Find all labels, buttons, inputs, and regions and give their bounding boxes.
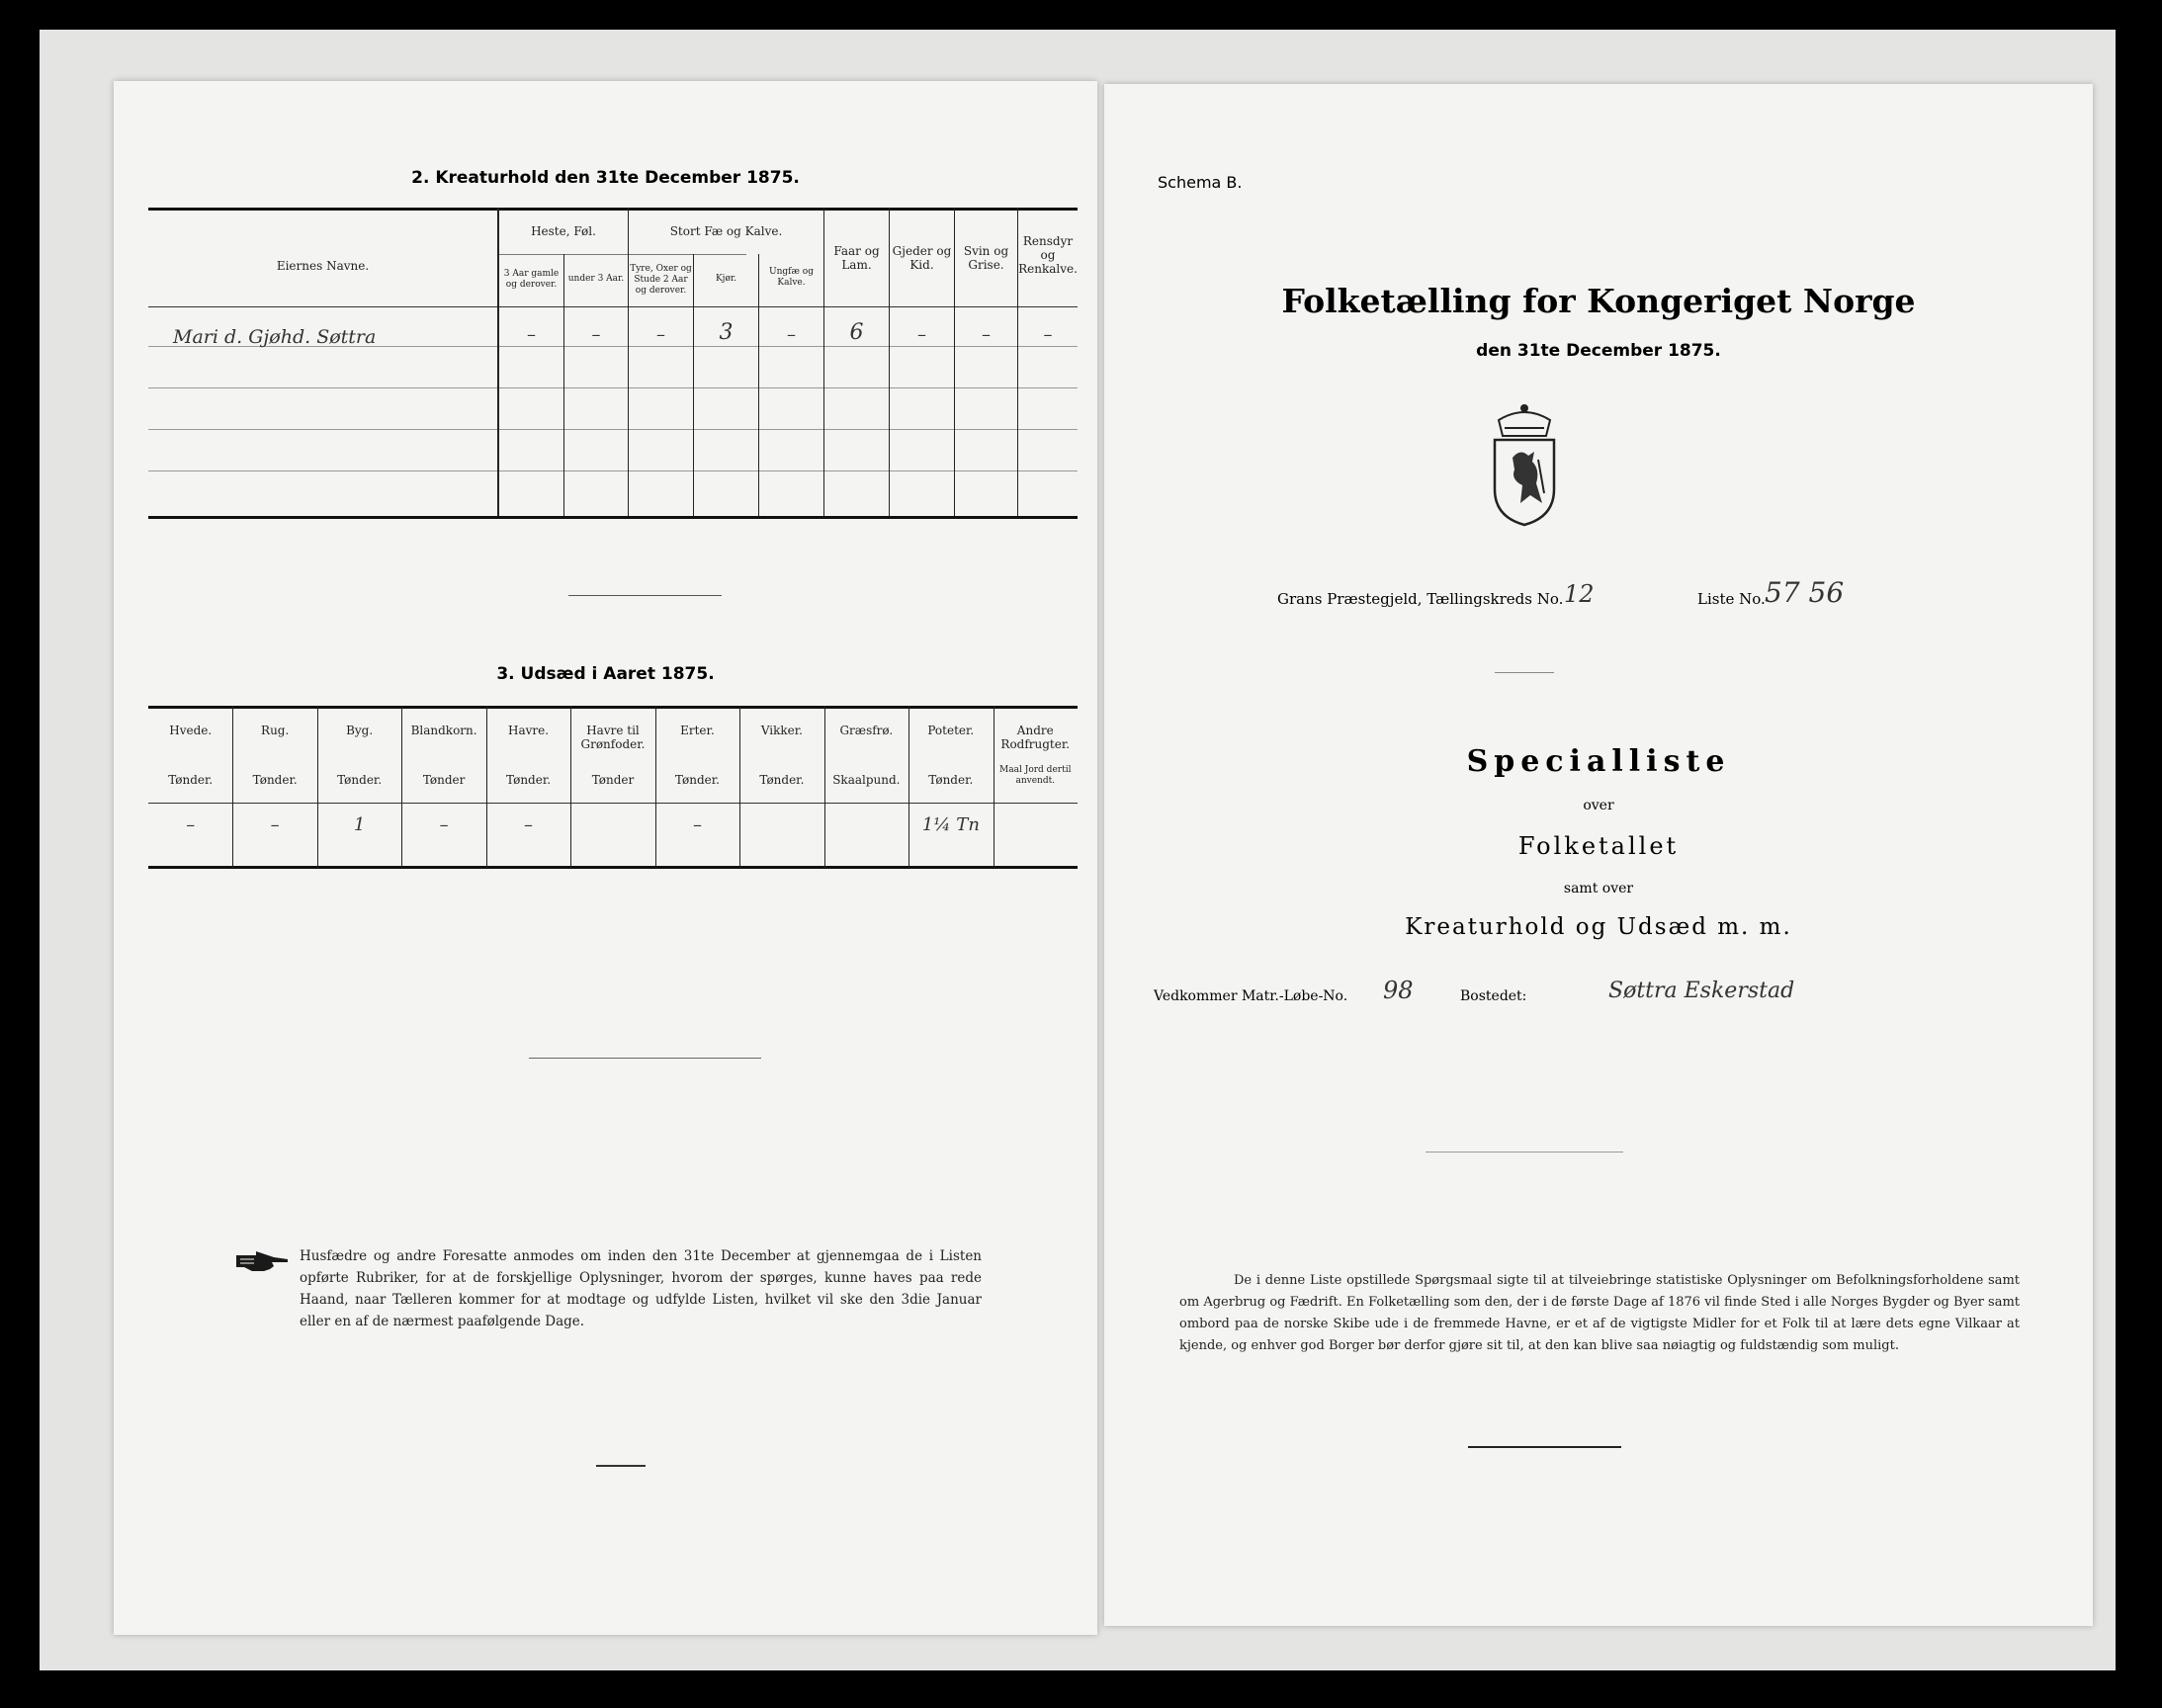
seed-unit-7: Tønder. (759, 773, 805, 787)
header-cattle-young: Ungfæ og Kalve. (769, 267, 814, 288)
header-horses: Heste, Føl. (531, 224, 596, 238)
main-subtitle: den 31te December 1875. (1476, 341, 1721, 361)
samt-over-label: samt over (1563, 881, 1634, 897)
seed-header-1: Rug. (261, 724, 290, 737)
value-cattle-bulls: – (656, 324, 665, 345)
seed-column-divider (739, 706, 740, 868)
divider (1468, 1446, 1621, 1448)
seed-header-0: Hvede. (169, 724, 213, 737)
value-reindeer: – (1043, 324, 1053, 345)
seed-column-divider (401, 706, 402, 868)
seed-value-1: – (270, 814, 280, 835)
seed-unit-10: Maal Jord dertil anvendt. (999, 765, 1072, 786)
seed-unit-6: Tønder. (674, 773, 720, 787)
header-cattle: Stort Fæ og Kalve. (669, 224, 783, 238)
seed-column-divider (317, 706, 318, 868)
seed-header-6: Erter. (680, 724, 715, 737)
header-sheep: Faar og Lam. (833, 244, 880, 272)
seed-value-6: – (692, 814, 702, 835)
header-cattle-cows: Kjør. (715, 274, 737, 284)
bostedet-value: Søttra Eskerstad (1608, 979, 1795, 1003)
parish-label: Grans Præstegjeld, Tællingskreds No. (1277, 590, 1564, 608)
seed-unit-4: Tønder. (506, 773, 552, 787)
schema-label: Schema B. (1158, 173, 1243, 192)
seed-unit-8: Skaalpund. (832, 773, 901, 787)
district-number: 12 (1564, 580, 1595, 608)
header-pigs: Svin og Grise. (963, 244, 1009, 272)
header-cattle-bulls: Tyre, Oxer og Stude 2 Aar og derover. (630, 264, 692, 296)
value-pigs: – (982, 324, 991, 345)
seed-unit-9: Tønder. (928, 773, 974, 787)
header-owner: Eiernes Navne. (276, 259, 370, 273)
value-goats: – (917, 324, 926, 345)
seed-header-8: Græsfrø. (839, 724, 894, 737)
matr-number: 98 (1383, 977, 1414, 1004)
seed-column-divider (908, 706, 909, 868)
value-horses-adult: – (527, 324, 536, 345)
seed-value-4: – (524, 814, 534, 835)
seed-unit-0: Tønder. (168, 773, 214, 787)
pointing-hand-icon (234, 1249, 290, 1275)
seed-header-5: Havre til Grønfoder. (580, 724, 646, 751)
value-cattle-young: – (787, 324, 796, 345)
header-horses-young: under 3 Aar. (567, 274, 625, 284)
value-horses-young: – (591, 324, 601, 345)
bostedet-label: Bostedet: (1460, 988, 1527, 1004)
main-title: Folketælling for Kongeriget Norge (1281, 282, 1916, 320)
coat-of-arms-icon (1485, 400, 1564, 529)
kreaturhold-heading: Kreaturhold og Udsæd m. m. (1405, 914, 1792, 940)
seed-value-0: – (186, 814, 196, 835)
seed-header-2: Byg. (346, 724, 374, 737)
seed-value-2: 1 (353, 814, 366, 835)
header-reindeer: Rensdyr og Renkalve. (1018, 234, 1078, 276)
divider (596, 1465, 646, 1467)
seed-header-10: Andre Rodfrugter. (1000, 724, 1071, 751)
list-label: Liste No. (1697, 590, 1766, 608)
seed-unit-5: Tønder (591, 773, 635, 787)
livestock-title: 2. Kreaturhold den 31te December 1875. (411, 168, 800, 188)
folketallet-heading: Folketallet (1517, 832, 1680, 860)
seed-column-divider (994, 706, 995, 868)
specialliste-heading: Specialliste (1466, 744, 1731, 779)
over-label: over (1583, 798, 1614, 813)
seed-column-divider (570, 706, 571, 868)
seed-header-4: Havre. (508, 724, 550, 737)
seed-column-divider (655, 706, 656, 868)
header-horses-adult: 3 Aar gamle og derover. (503, 269, 560, 290)
matr-label: Vedkommer Matr.-Løbe-No. (1154, 988, 1348, 1004)
notice-text: Husfædre og andre Foresatte anmodes om inden den 31te December at gjennemgaa de i Listen opførte Rubriker, for at de forskjellige Oplysninger, hvorom der spørges, kunne haves paa rede Haand, naar Tælleren kommer for at modtage og udfylde Listen, hvilket vil ske den 3die Januar eller en af de nærmest paafølgende Dage. (300, 1248, 982, 1329)
value-sheep: 6 (849, 320, 864, 345)
divider (568, 595, 722, 596)
seed-title: 3. Udsæd i Aaret 1875. (496, 664, 715, 684)
left-page (114, 81, 1097, 1635)
divider (529, 1058, 761, 1059)
seed-unit-3: Tønder (422, 773, 466, 787)
seed-value-9: 1¼ Tn (921, 814, 980, 835)
seed-column-divider (824, 706, 825, 868)
seed-column-divider (232, 706, 233, 868)
right-page (1104, 84, 2093, 1626)
seed-unit-2: Tønder. (337, 773, 383, 787)
value-cattle-cows: 3 (719, 320, 734, 345)
list-number: 57 56 (1765, 576, 1845, 609)
seed-value-3: – (439, 814, 449, 835)
seed-header-9: Poteter. (927, 724, 975, 737)
seed-header-3: Blandkorn. (410, 724, 477, 737)
seed-unit-1: Tønder. (252, 773, 298, 787)
seed-header-7: Vikker. (760, 724, 803, 737)
footer-text: De i denne Liste opstillede Spørgsmaal sigte til at tilveiebringe statistiske Oplysninger om Befolkningsforholdene samt om Agerbrug og Fædrift. En Folketælling som den, der i de første Dage af 1876 vil finde Sted i alle Norges Bygder og Byer samt ombord paa de norske Skibe ude i de fremmede Havne, er et af de vigtigste Midler for et Folk til at lære dets egne Vilkaar at kjende, og enhver god Borger bør derfor gjøre sit til, at den kan blive saa nøiagtig og fuldstændig som muligt. (1179, 1273, 2020, 1353)
seed-column-divider (486, 706, 487, 868)
owner-name: Mari d. Gjøhd. Søttra (173, 326, 377, 348)
header-goats: Gjeder og Kid. (892, 244, 952, 272)
